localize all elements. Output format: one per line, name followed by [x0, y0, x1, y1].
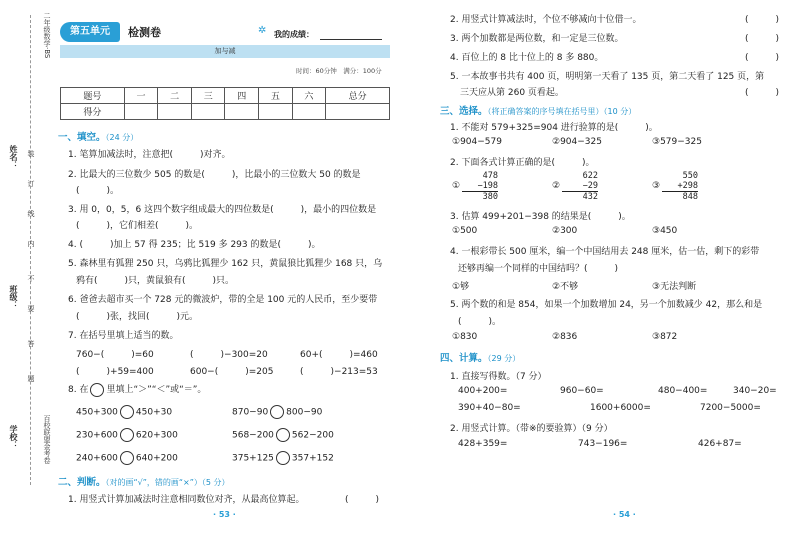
- option[interactable]: ①830: [452, 332, 478, 342]
- star-icon: ✲: [258, 25, 267, 36]
- table-cell: 二: [158, 88, 192, 104]
- option[interactable]: ①904−579: [452, 137, 502, 147]
- calc-result: 432: [582, 192, 598, 202]
- compare-item: [232, 451, 334, 465]
- calc-item: 480−400=: [658, 386, 708, 396]
- option-label[interactable]: ②: [552, 181, 561, 191]
- question-text: 1. 直接写得数。（7 分）: [450, 372, 547, 382]
- question-text: 4. 百位上的 8 比十位上的 8 多 880。: [450, 53, 604, 63]
- section-title-text: 二、判断。: [58, 477, 106, 488]
- question-text: 还够再编一个同样的中国结吗？( ): [458, 264, 619, 274]
- section-title: [58, 129, 138, 143]
- compare-left: 230+600: [76, 430, 118, 441]
- compare-left: 870−90: [232, 407, 269, 418]
- question-text: 1. 笔算加减法时，注意把( )对齐。: [68, 150, 231, 160]
- table-cell: 题号: [61, 88, 125, 104]
- fold-char: 装: [27, 150, 35, 157]
- calc-top: 478: [482, 171, 498, 181]
- question-text: 3. 用 0，0，5，6 这四个数字组成最大的四位数是( )，最小的四位数是: [68, 205, 377, 215]
- time-info: 时间：60分钟 满分：100分: [296, 67, 382, 75]
- calc-top: 550: [682, 171, 698, 181]
- compare-circle[interactable]: [276, 451, 290, 465]
- question-prefix: 8. 在: [68, 385, 89, 395]
- compare-right: 562−200: [291, 430, 334, 441]
- table-cell: 六: [292, 88, 326, 104]
- question-text: 2. 用竖式计算减法时，个位不够减向十位借一。: [450, 15, 642, 25]
- compare-right: 450+30: [135, 407, 173, 418]
- question-text: ( )。: [458, 317, 502, 327]
- question-text: 2. 比最大的三位数少 505 的数是( )，比最小的三位数大 50 的数是: [68, 170, 361, 180]
- compare-right: 800−90: [286, 407, 323, 418]
- calc-item: 960−60=: [560, 386, 604, 396]
- calc-mid: −29: [562, 181, 598, 192]
- score-label: 我的成绩：: [274, 30, 314, 39]
- calc-item: 400+200=: [458, 386, 508, 396]
- vertical-calc: [462, 171, 498, 202]
- right-page: [400, 0, 800, 535]
- answer-paren[interactable]: ( ): [745, 15, 780, 25]
- unit-badge: 第五单元: [60, 22, 120, 42]
- page-number: · 53 ·: [213, 510, 236, 519]
- compare-left: 375+125: [232, 453, 274, 464]
- compare-item: [76, 451, 178, 465]
- calc-result: 380: [482, 192, 498, 202]
- answer-paren[interactable]: ( ): [345, 495, 380, 505]
- table-row: [61, 88, 390, 104]
- question-text: 6. 爸爸去超市买一个 728 元的微波炉，带的全是 100 元的人民币，至少要带: [68, 295, 378, 305]
- question-text: [68, 382, 206, 397]
- calc-mid: +298: [662, 181, 698, 192]
- score-cell[interactable]: [225, 104, 259, 120]
- fold-char: 订: [27, 180, 35, 187]
- compare-circle[interactable]: [120, 451, 134, 465]
- question-text: 4. 一根彩带长 500 厘米，编一个中国结用去 248 厘米，估一估，剩下的彩带: [450, 247, 760, 257]
- answer-paren[interactable]: ( ): [745, 34, 780, 44]
- score-cell[interactable]: [326, 104, 390, 120]
- compare-circle[interactable]: [270, 405, 284, 419]
- calc-result: 848: [682, 192, 698, 202]
- calc-item: 1600+6000=: [590, 403, 651, 413]
- fill-expression: 600−( )=205: [190, 367, 274, 377]
- score-table: [60, 87, 390, 120]
- circle-icon: [90, 383, 104, 397]
- option[interactable]: ③579−325: [652, 137, 702, 147]
- vertical-calc: [562, 171, 598, 202]
- question-text: ( )，它们相差( )。: [76, 221, 199, 231]
- option[interactable]: ②904−325: [552, 137, 602, 147]
- table-cell: 三: [191, 88, 225, 104]
- vertical-calc: [662, 171, 698, 202]
- option[interactable]: ②836: [552, 332, 578, 342]
- option-label[interactable]: ③: [652, 181, 661, 191]
- fill-expression: 60+( )=460: [300, 350, 378, 360]
- section-title-text: 三、选择。: [440, 106, 488, 117]
- question-text: 2. 下面各式计算正确的是( )。: [450, 158, 595, 168]
- section-title: [440, 350, 520, 364]
- page-number: · 54 ·: [613, 510, 636, 519]
- option[interactable]: ③872: [652, 332, 678, 342]
- grade-label: 二年级数学·BS: [43, 12, 51, 59]
- compare-right: 357+152: [291, 453, 334, 464]
- compare-right: 640+200: [135, 453, 178, 464]
- binding-margin: [0, 0, 56, 535]
- question-text: 4. ( )加上 57 得 235；比 519 多 293 的数是( )。: [68, 240, 321, 250]
- answer-paren[interactable]: ( ): [745, 88, 780, 98]
- section-points: （24 分）: [105, 133, 139, 142]
- brand-label: 百校联盟金考卷: [43, 415, 51, 464]
- compare-item: [76, 428, 178, 442]
- compare-item: [76, 405, 172, 419]
- score-cell[interactable]: [158, 104, 192, 120]
- fill-expression: ( )+59=400: [76, 367, 154, 377]
- fill-expression: ( )−213=53: [300, 367, 378, 377]
- section-points: （对的画“√”，错的画“×”）（5 分）: [105, 478, 230, 487]
- compare-item: [232, 405, 322, 419]
- compare-circle[interactable]: [276, 428, 290, 442]
- fill-expression: 760−( )=60: [76, 350, 154, 360]
- section-title-text: 四、计算。: [440, 353, 488, 364]
- section-title-text: 一、填空。: [58, 132, 106, 143]
- compare-right: 620+300: [135, 430, 178, 441]
- section-points: （将正确答案的序号填在括号里）（10 分）: [487, 107, 637, 116]
- answer-paren[interactable]: ( ): [745, 53, 780, 63]
- option[interactable]: ①够: [452, 282, 470, 292]
- score-cell[interactable]: [124, 104, 158, 120]
- table-cell: 四: [225, 88, 259, 104]
- question-text: ( )。: [76, 186, 120, 196]
- page-title: 检测卷: [128, 26, 161, 39]
- calc-item: 7200−5000=: [700, 403, 761, 413]
- calc-item: 340−20=: [733, 386, 777, 396]
- option[interactable]: ①500: [452, 226, 478, 236]
- section-title: [58, 474, 230, 488]
- question-text: 三天应从第 260 页看起。: [460, 88, 564, 98]
- school-label: 学校：: [9, 425, 18, 449]
- question-text: 7. 在括号里填上适当的数。: [68, 331, 179, 341]
- table-row: [61, 104, 390, 120]
- class-label: 班级：: [9, 285, 18, 309]
- subtitle-bar: 加与减: [60, 45, 390, 58]
- calc-item: 390+40−80=: [458, 403, 521, 413]
- section-title: [440, 103, 636, 117]
- calc-item: 743−196=: [578, 439, 628, 449]
- option[interactable]: ②不够: [552, 282, 579, 292]
- fold-char: 线: [27, 210, 35, 217]
- question-text: 3. 估算 499+201−398 的结果是( )。: [450, 212, 631, 222]
- table-cell: 五: [259, 88, 293, 104]
- option[interactable]: ③450: [652, 226, 678, 236]
- calc-mid: −198: [462, 181, 498, 192]
- fold-char: 题: [27, 375, 35, 382]
- question-text: 1. 用竖式计算加减法时注意相同数位对齐，从最高位算起。: [68, 495, 305, 505]
- fold-char: 答: [27, 340, 35, 347]
- compare-left: 240+600: [76, 453, 118, 464]
- table-cell: 一: [124, 88, 158, 104]
- compare-left: 568−200: [232, 430, 274, 441]
- calc-top: 622: [582, 171, 598, 181]
- fold-char: 要: [27, 305, 35, 312]
- question-text: 2. 用竖式计算。（带※的要验算）（9 分）: [450, 424, 613, 434]
- option[interactable]: ②300: [552, 226, 578, 236]
- question-text: 3. 两个加数都是两位数，和一定是三位数。: [450, 34, 624, 44]
- compare-circle[interactable]: [120, 405, 134, 419]
- name-label: 姓名：: [9, 145, 18, 169]
- score-cell[interactable]: [259, 104, 293, 120]
- question-suffix: 里填上“＞”“＜”或“＝”。: [106, 385, 207, 395]
- question-text: 5. 森林里有狐狸 250 只，乌鸦比狐狸少 162 只，黄鼠狼比狐狸少 168 只，乌: [68, 259, 383, 269]
- question-text: ( )张，找回( )元。: [76, 312, 199, 322]
- score-cell[interactable]: [191, 104, 225, 120]
- table-cell: 总分: [326, 88, 390, 104]
- question-text: 鸦有( )只，黄鼠狼有( )只。: [76, 276, 235, 286]
- calc-item: 428+359=: [458, 439, 508, 449]
- option[interactable]: ③无法判断: [652, 282, 697, 292]
- fold-char: 不: [27, 275, 35, 282]
- fold-char: 内: [27, 240, 35, 247]
- section-points: （29 分）: [487, 354, 521, 363]
- option-label[interactable]: ①: [452, 181, 461, 191]
- question-text: 5. 一本故事书共有 400 页，明明第一天看了 135 页，第二天看了 125 页，第: [450, 72, 765, 82]
- compare-item: [232, 428, 334, 442]
- calc-item: 426+87=: [698, 439, 742, 449]
- fill-expression: ( )−300=20: [190, 350, 268, 360]
- compare-left: 450+300: [76, 407, 118, 418]
- table-cell: 得分: [61, 104, 125, 120]
- score-input[interactable]: [320, 39, 382, 40]
- question-text: 5. 两个数的和是 854，如果一个加数增加 24，另一个加数减少 42，那么和是: [450, 300, 763, 310]
- score-cell[interactable]: [292, 104, 326, 120]
- compare-circle[interactable]: [120, 428, 134, 442]
- question-text: 1. 不能对 579+325=904 进行验算的是( )。: [450, 123, 658, 133]
- fold-line: [30, 15, 31, 485]
